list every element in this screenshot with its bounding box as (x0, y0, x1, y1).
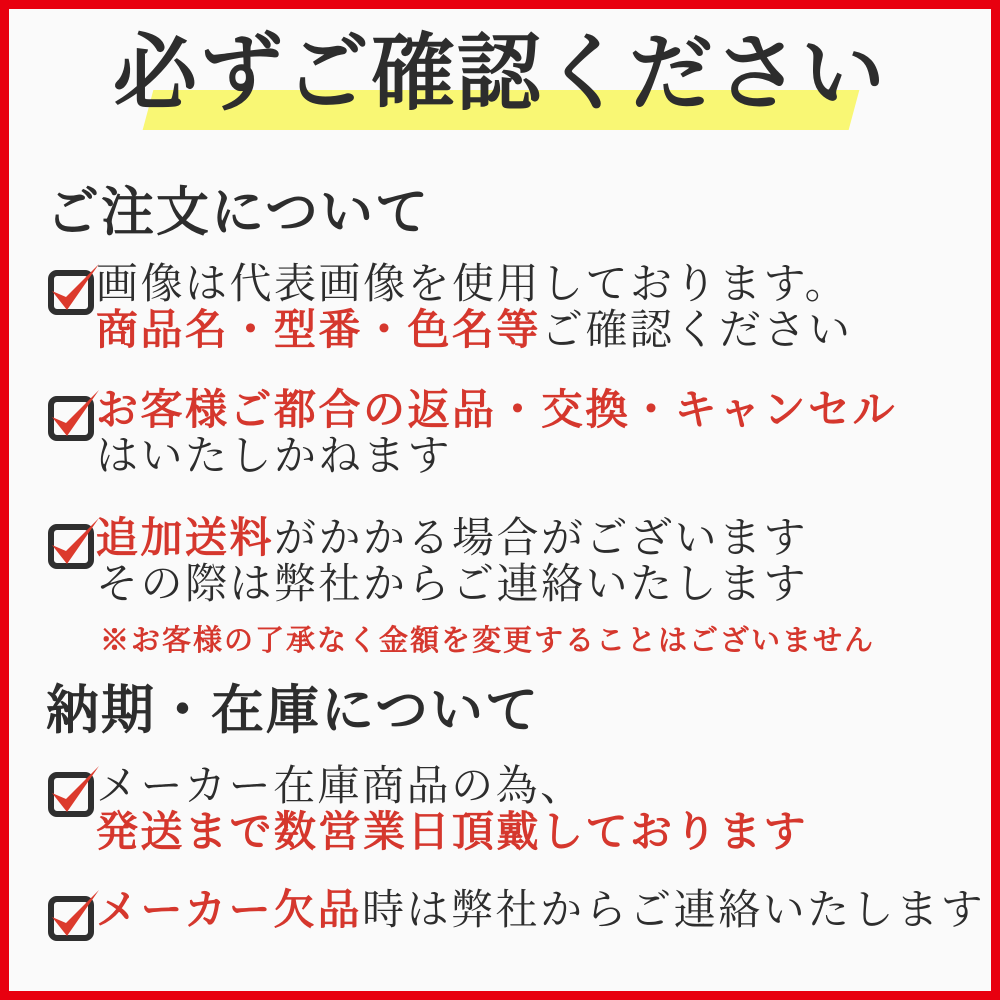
list-item-out-of-stock (48, 888, 985, 942)
item-text (96, 888, 985, 934)
text-black: がかかる場合がございます (274, 516, 809, 562)
item-text-line (96, 888, 985, 934)
item-text (96, 764, 808, 856)
text-black: その際は弊社からご連絡いたします (96, 562, 809, 608)
checkbox-check-icon (48, 888, 100, 942)
text-red: メーカー欠品 (96, 888, 363, 934)
text-red: 追加送料 (96, 516, 275, 562)
checkbox-check-icon (48, 764, 100, 818)
item-text-line (96, 388, 897, 434)
checkbox-check-icon (48, 388, 100, 442)
list-item-no-returns (48, 388, 897, 480)
text-black: 時は弊社からご連絡いたします (362, 888, 986, 934)
text-black: はいたしかねます (96, 434, 453, 480)
text-red: お客様ご都合の返品・交換・キャンセル (96, 388, 898, 434)
text-red: 発送まで数営業日頂戴しております (96, 810, 809, 856)
title-block (0, 0, 1000, 170)
item-text (96, 262, 853, 354)
item-text (96, 516, 808, 608)
item-text-line (96, 764, 808, 810)
text-black: メーカー在庫商品の為、 (96, 764, 585, 810)
page-title: 必ずご確認ください (112, 28, 887, 121)
list-item-lead-time (48, 764, 808, 856)
text-black: 画像は代表画像を使用しております。 (96, 262, 850, 308)
section-heading-stock: 納期・在庫について (46, 682, 540, 740)
list-item-representative-image (48, 262, 853, 354)
text-red: 商品名・型番・色名等 (96, 308, 542, 354)
checkbox-check-icon (48, 262, 100, 316)
list-item-extra-shipping (48, 516, 808, 608)
section-heading-order: ご注文について (46, 184, 430, 242)
item-text-line (96, 562, 808, 608)
item-text-line (96, 516, 808, 562)
item-text-line (96, 810, 808, 856)
item-text-line (96, 434, 897, 480)
price-change-note: ※お客様の了承なく金額を変更することはございません (100, 625, 876, 657)
item-text-line (96, 308, 853, 354)
item-text-line (96, 262, 853, 308)
text-black: ご確認ください (541, 308, 853, 354)
item-text (96, 388, 897, 480)
checkbox-check-icon (48, 516, 100, 570)
